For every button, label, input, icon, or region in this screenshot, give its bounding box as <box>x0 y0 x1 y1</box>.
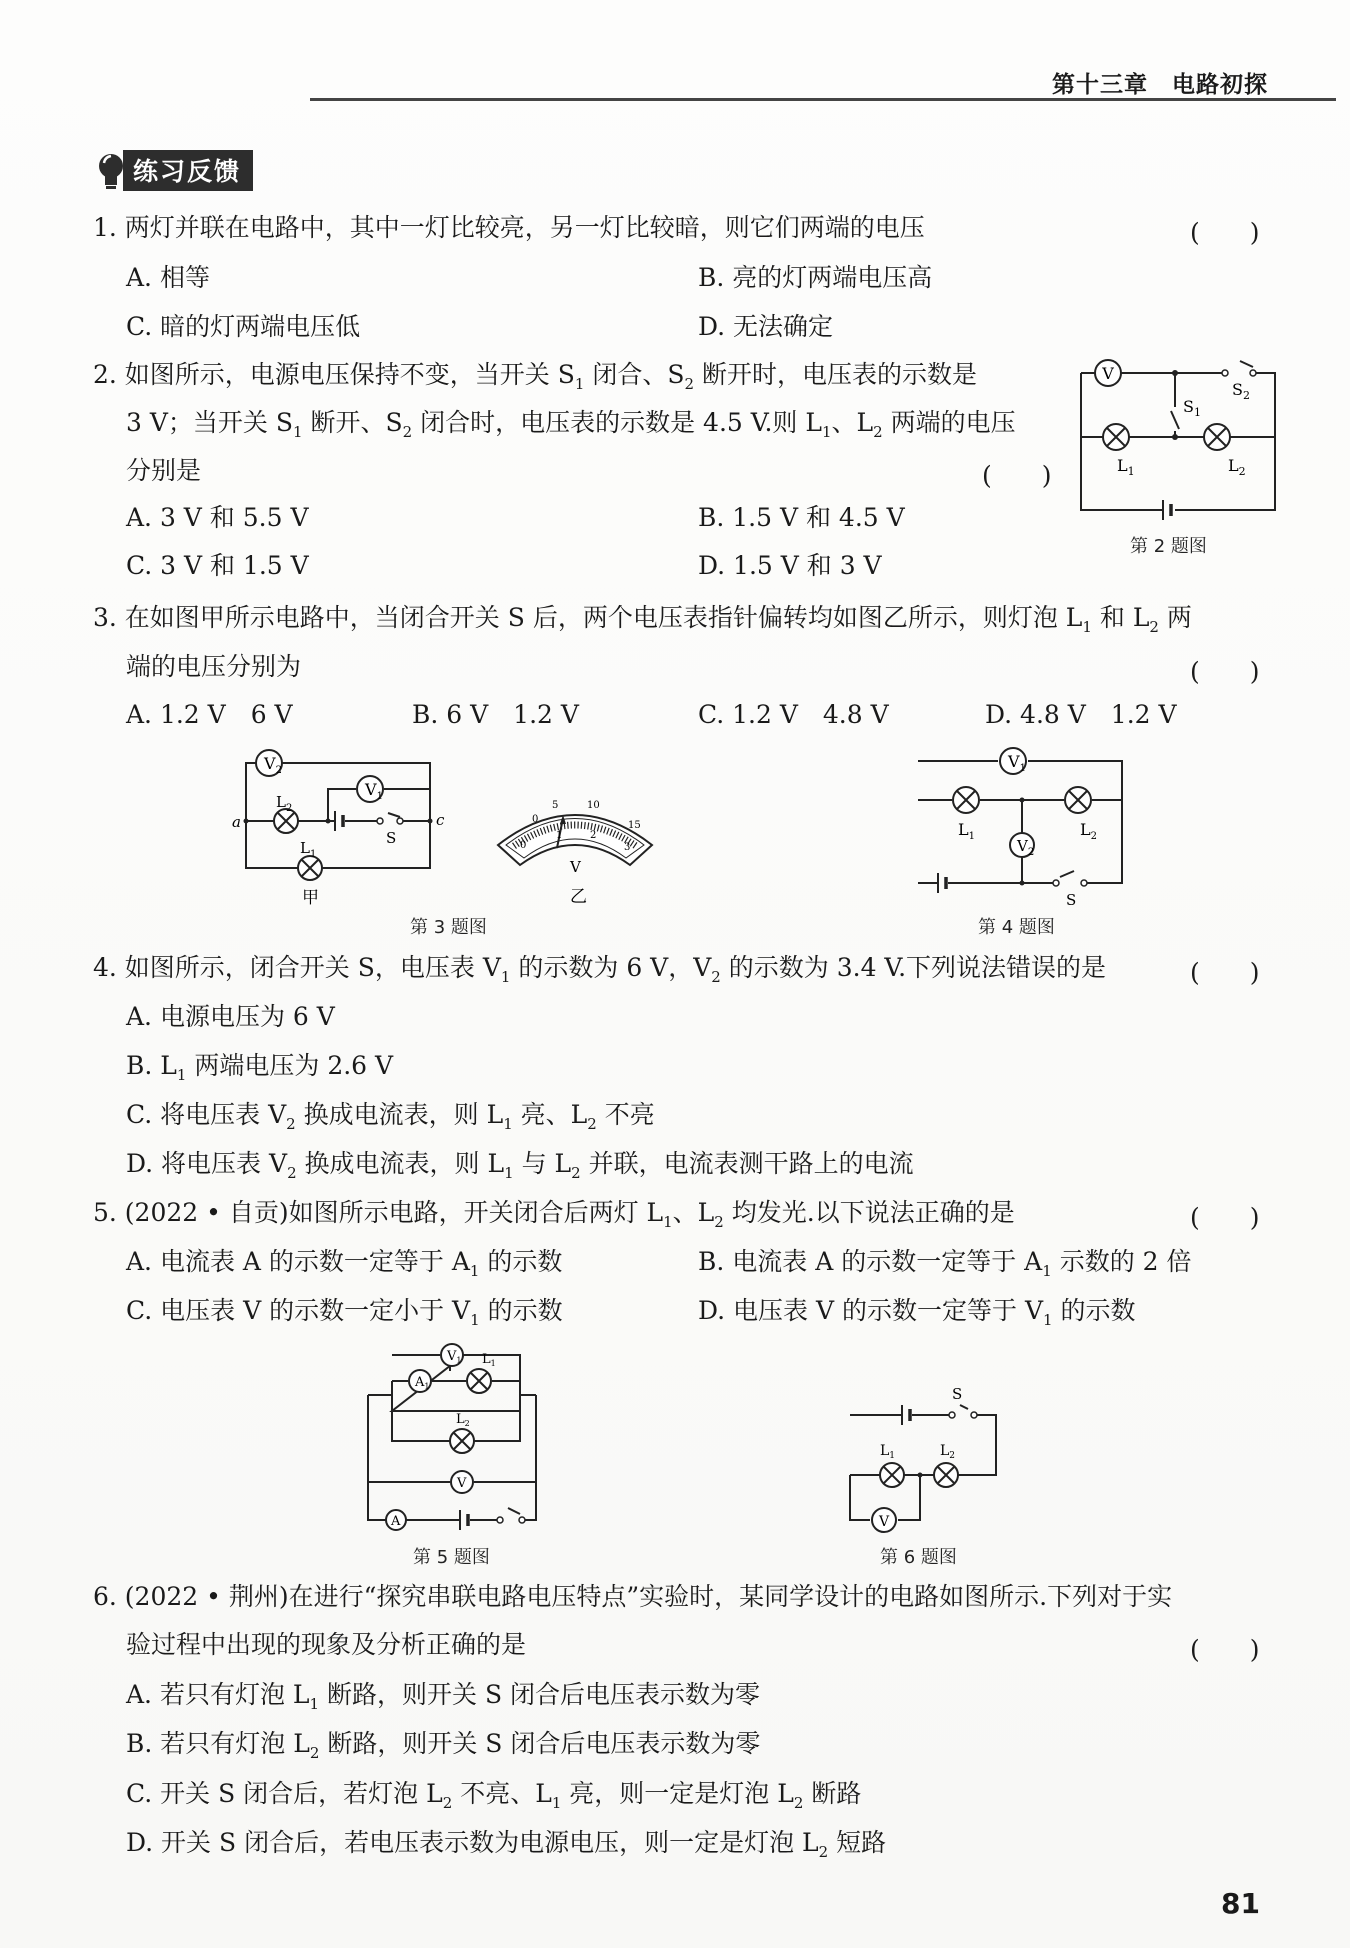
svg-text:L1: $L_1$ <box>1117 456 1135 478</box>
q1-option-c: C. 暗的灯两端电压低 <box>126 312 361 341</box>
page-number: 81 <box>1221 1887 1260 1920</box>
q6-option-b: B. 若只有灯泡 $L_2$ 断路，则开关 S 闭合后电压表示数为零 <box>126 1729 761 1762</box>
svg-text:L1: $L_1$ <box>880 1443 896 1461</box>
svg-text:S: S <box>386 829 397 847</box>
svg-text:V: V <box>879 1514 890 1530</box>
q3-answer-blank: ( ) <box>1190 657 1260 686</box>
svg-text:A1: $A_1$ <box>415 1375 430 1391</box>
q3-option-b: B. 6 V 1.2 V <box>412 700 579 729</box>
figure-6-caption: 第 6 题图 <box>880 1547 957 1568</box>
q3-option-a: A. 1.2 V 6 V <box>126 700 293 729</box>
q3-stem-line2: 端的电压分别为 <box>126 652 302 681</box>
svg-text:V1: $V_1$ <box>447 1349 462 1365</box>
q3-option-d: D. 4.8 V 1.2 V <box>985 700 1177 729</box>
chapter-header: 第十三章 电路初探 <box>1052 72 1268 98</box>
svg-text:L1: $L_1$ <box>300 839 317 860</box>
q4-answer-blank: ( ) <box>1190 958 1260 987</box>
svg-text:S: S <box>952 1385 963 1403</box>
svg-text:L2: $L_2$ <box>1080 820 1097 842</box>
q5-option-d: D. 电压表 V 的示数一定等于 $V_1$ 的示数 <box>698 1296 1136 1329</box>
svg-text:0: 0 <box>520 840 527 851</box>
figure-jia-label: 甲 <box>302 888 319 908</box>
q6-stem-line1: 6. (2022 • 荆州)在进行“探究串联电路电压特点”实验时，某同学设计的电路如图所示.下列对于实 <box>93 1582 1173 1611</box>
q2-option-c: C. 3 V 和 1.5 V <box>126 551 309 580</box>
q2-stem-line3: 分别是 <box>126 456 202 485</box>
q6-answer-blank: ( ) <box>1190 1635 1260 1664</box>
svg-text:S2: $S_2$ <box>1232 380 1250 402</box>
svg-text:S: S <box>1066 891 1077 909</box>
q2-answer-blank: ( ) <box>982 461 1052 490</box>
svg-text:L2: $L_2$ <box>1228 456 1246 478</box>
svg-text:10: 10 <box>587 800 600 811</box>
svg-text:S1: $S_1$ <box>1183 397 1201 419</box>
section-tag <box>95 150 253 191</box>
q5-stem: 5. (2022 • 自贡)如图所示电路，开关闭合后两灯 $L_1$、$L_2$ 均发光.以下说法正确的是 <box>93 1198 1015 1231</box>
fig2-voltmeter-label: V <box>1102 364 1114 383</box>
q2-stem-line2: 3 V；当开关 $S_1$ 断开、$S_2$ 闭合时，电压表的示数是 4.5 V.则 $L_1$、$L_2$ 两端的电压 <box>126 408 1016 441</box>
q5-answer-blank: ( ) <box>1190 1203 1260 1232</box>
q6-option-d: D. 开关 S 闭合后，若电压表示数为电源电压，则一定是灯泡 $L_2$ 短路 <box>126 1828 887 1861</box>
svg-text:5: 5 <box>552 800 559 811</box>
figure-6-circuit <box>840 1385 1010 1540</box>
q1-option-b: B. 亮的灯两端电压高 <box>698 263 933 292</box>
q3-stem-line1: 3. 在如图甲所示电路中，当闭合开关 S 后，两个电压表指针偏转均如图乙所示，则灯泡 $L_1$ 和 $L_2$ 两 <box>93 603 1192 636</box>
svg-text:L1: $L_1$ <box>958 820 975 842</box>
q5-option-c: C. 电压表 V 的示数一定小于 $V_1$ 的示数 <box>126 1296 563 1329</box>
header-rule <box>310 98 1336 101</box>
q1-option-a: A. 相等 <box>126 263 210 292</box>
q4-option-b: B. $L_1$ 两端电压为 2.6 V <box>126 1051 394 1084</box>
q3-option-c: C. 1.2 V 4.8 V <box>698 700 889 729</box>
figure-4-caption: 第 4 题图 <box>978 917 1055 938</box>
q4-option-d: D. 将电压表 $V_2$ 换成电流表，则 $L_1$ 与 $L_2$ 并联，电流表测干路上的电流 <box>126 1149 914 1182</box>
figure-3-caption: 第 3 题图 <box>410 917 487 938</box>
figure-3-circuit-jia <box>232 745 450 908</box>
svg-text:3: 3 <box>624 842 631 853</box>
svg-text:1: 1 <box>556 830 563 841</box>
q2-option-a: A. 3 V 和 5.5 V <box>126 503 309 532</box>
svg-text:a: a <box>232 813 241 831</box>
svg-text:V: V <box>457 1476 467 1491</box>
q4-option-a: A. 电源电压为 6 V <box>126 1002 335 1031</box>
q1-stem: 1. 两灯并联在电路中，其中一灯比较亮，另一灯比较暗，则它们两端的电压 <box>93 213 925 242</box>
q1-answer-blank: ( ) <box>1190 218 1260 247</box>
svg-text:c: c <box>436 811 445 829</box>
q2-option-b: B. 1.5 V 和 4.5 V <box>698 503 905 532</box>
q6-option-c: C. 开关 S 闭合后，若灯泡 $L_2$ 不亮、$L_1$ 亮，则一定是灯泡 $L_2$ 断路 <box>126 1779 862 1812</box>
q4-option-c: C. 将电压表 $V_2$ 换成电流表，则 $L_1$ 亮、$L_2$ 不亮 <box>126 1100 655 1133</box>
q5-option-a: A. 电流表 A 的示数一定等于 $A_1$ 的示数 <box>126 1247 563 1280</box>
svg-text:V: V <box>570 858 581 876</box>
svg-text:0: 0 <box>532 814 539 825</box>
svg-text:L2: $L_2$ <box>276 793 293 814</box>
q6-stem-line2: 验过程中出现的现象及分析正确的是 <box>126 1630 527 1659</box>
figure-5-caption: 第 5 题图 <box>413 1547 490 1568</box>
svg-text:V2: $V_2$ <box>1017 837 1035 858</box>
svg-text:V1: $V_1$ <box>1008 752 1026 774</box>
q2-stem-line1: 2. 如图所示，电源电压保持不变，当开关 $S_1$ 闭合、$S_2$ 断开时，电压表的示数是 <box>93 360 977 393</box>
figure-4-circuit <box>900 745 1140 909</box>
section-title: 练习反馈 <box>123 150 253 191</box>
figure-3-voltmeter-dial-yi <box>490 790 660 910</box>
svg-text:A: A <box>391 1514 401 1529</box>
q5-option-b: B. 电流表 A 的示数一定等于 $A_1$ 示数的 2 倍 <box>698 1247 1192 1280</box>
q4-stem: 4. 如图所示，闭合开关 S，电压表 $V_1$ 的示数为 6 V，$V_2$ 的示数为 3.4 V.下列说法错误的是 <box>93 953 1107 986</box>
q1-option-d: D. 无法确定 <box>698 312 834 341</box>
svg-text:V1: $V_1$ <box>365 780 383 802</box>
q2-option-d: D. 1.5 V 和 3 V <box>698 551 882 580</box>
figure-2-circuit <box>1075 355 1287 525</box>
figure-2-caption: 第 2 题图 <box>1130 536 1207 557</box>
figure-5-circuit <box>360 1345 560 1540</box>
svg-text:L2: $L_2$ <box>456 1412 470 1428</box>
svg-text:15: 15 <box>628 820 641 831</box>
svg-text:V2: $V_2$ <box>264 754 282 776</box>
svg-text:L1: $L_1$ <box>482 1352 496 1368</box>
q6-option-a: A. 若只有灯泡 $L_1$ 断路，则开关 S 闭合后电压表示数为零 <box>126 1680 761 1713</box>
svg-text:2: 2 <box>590 830 597 841</box>
svg-text:L2: $L_2$ <box>940 1443 956 1461</box>
figure-yi-label: 乙 <box>570 887 587 907</box>
